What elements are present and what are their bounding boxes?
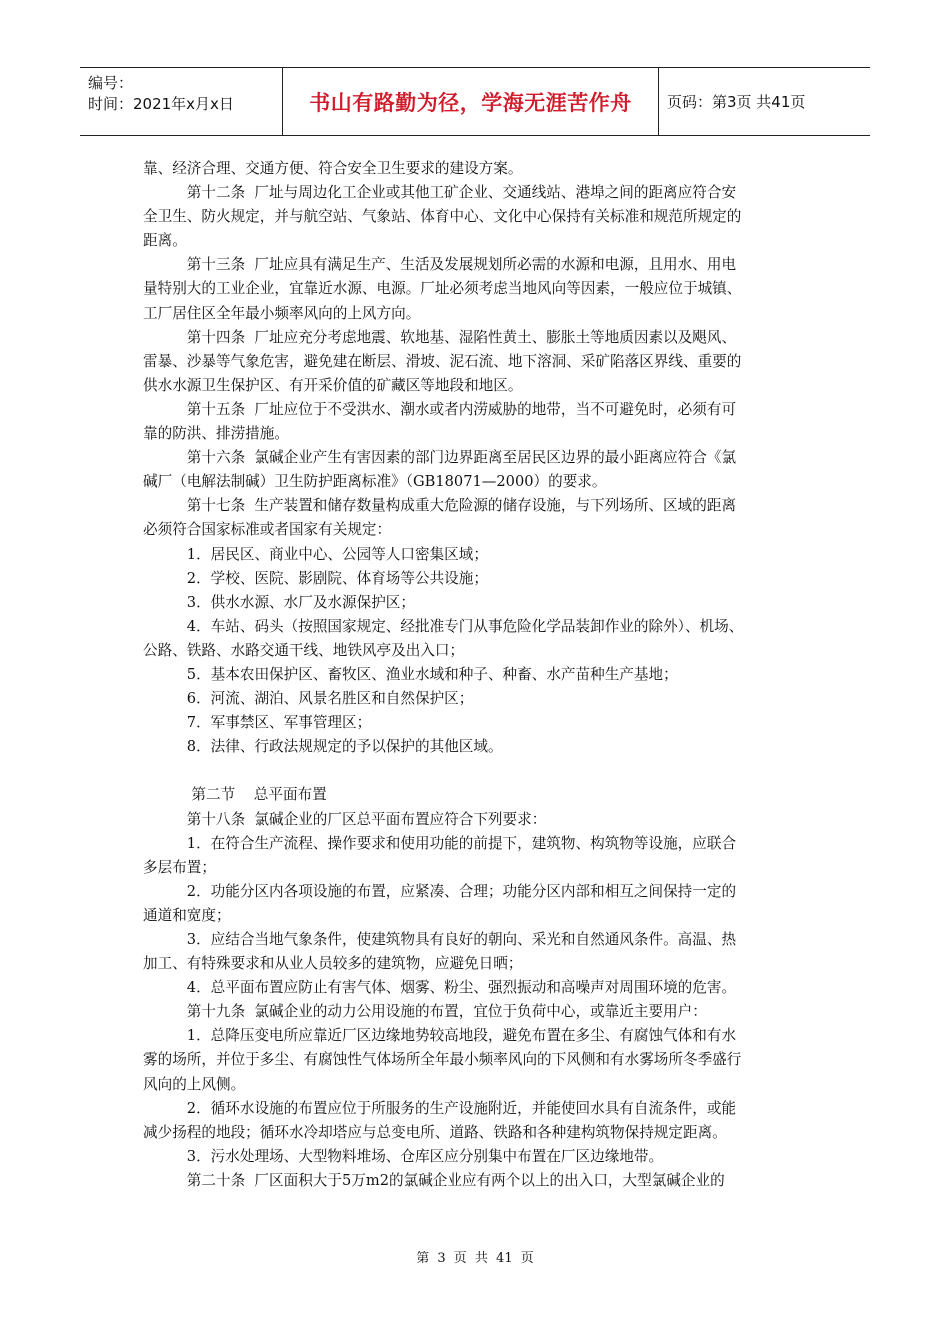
body-line: 4．车站、码头（按照国家规定、经批准专门从事危险化学品装卸作业的除外）、机场、 xyxy=(143,617,744,635)
body-line: 第十八条 氯碱企业的厂区总平面布置应符合下列要求： xyxy=(143,810,547,828)
body-line: 量特别大的工业企业，宜靠近水源、电源。厂址必须考虑当地风向等因素，一般应位于城镇、 xyxy=(143,280,742,298)
body-line: 减少扬程的地段；循环水冷却塔应与总变电所、道路、铁路和各种建构筑物保持规定距离。 xyxy=(143,1123,727,1141)
page-header xyxy=(80,67,870,136)
body-line: 3．应结合当地气象条件，使建筑物具有良好的朝向、采光和自然通风条件。高温、热 xyxy=(143,931,737,948)
body-line: 工厂居住区全年最小频率风向的上风方向。 xyxy=(143,304,421,322)
body-line: 7．军事禁区、军事管理区； xyxy=(143,714,372,732)
body-line: 第十七条 生产装置和储存数量构成重大危险源的储存设施，与下列场所、区域的距离 xyxy=(143,497,737,515)
body-line: 2．循环水设施的布置应位于所服务的生产设施附近，并能使回水具有自流条件，或能 xyxy=(143,1099,737,1117)
body-line: 必须符合国家标准或者国家有关规定： xyxy=(143,521,392,539)
body-line: 第二十条 厂区面积大于5万m2的氯碱企业应有两个以上的出入口，大型氯碱企业的 xyxy=(143,1171,725,1189)
page-footer: 第 3 页 共 41 页 xyxy=(416,1251,534,1266)
body-line: 1．在符合生产流程、操作要求和使用功能的前提下，建筑物、构筑物等设施，应联合 xyxy=(143,834,737,852)
body-line: 3．供水水源、水厂及水源保护区； xyxy=(143,593,415,611)
body-line: 3．污水处理场、大型物料堆场、仓库区应分别集中布置在厂区边缘地带。 xyxy=(143,1147,664,1165)
body-line: 全卫生、防火规定，并与航空站、气象站、体育中心、文化中心保持有关标准和规范所规定的 xyxy=(143,208,742,226)
body-line: 第十六条 氯碱企业产生有害因素的部门边界距离至居民区边界的最小距离应符合《氯 xyxy=(143,449,737,467)
body-line: 2．学校、医院、影剧院、体育场等公共设施； xyxy=(143,569,488,587)
header-page-info: 页码：第3页 共41页 xyxy=(667,93,806,111)
header-motto: 书山有路勤为径，学海无涯苦作舟 xyxy=(282,68,659,135)
body-line: 距离。 xyxy=(143,232,187,250)
body-line: 第二节 总平面布置 xyxy=(143,786,327,804)
body-line: 供水水源卫生保护区、有开采价值的矿藏区等地段和地区。 xyxy=(143,376,523,394)
body-line: 8．法律、行政法规规定的予以保护的其他区域。 xyxy=(143,738,503,756)
body-line: 第十二条 厂址与周边化工企业或其他工矿企业、交通线站、港埠之间的距离应符合安 xyxy=(143,184,737,202)
body-line: 风向的上风侧。 xyxy=(143,1075,246,1093)
number-label: 编号： xyxy=(88,74,134,92)
body-line: 雾的场所，并位于多尘、有腐蚀性气体场所全年最小频率风向的下风侧和有水雾场所冬季盛行 xyxy=(143,1051,742,1069)
body-line: 碱厂（电解法制碱）卫生防护距离标准》（GB18071—2000）的要求。 xyxy=(143,473,607,491)
body-line: 4．总平面布置应防止有害气体、烟雾、粉尘、强烈振动和高噪声对周围环境的危害。 xyxy=(143,979,737,997)
body-line: 加工、有特殊要求和从业人员较多的建筑物，应避免日晒； xyxy=(143,955,523,973)
body-line: 靠的防洪、排涝措施。 xyxy=(143,425,289,443)
header-meta xyxy=(80,68,282,135)
body-line: 靠、经济合理、交通方便、符合安全卫生要求的建设方案。 xyxy=(143,160,523,177)
date-label: 时间：2021年x月x日 xyxy=(88,95,234,113)
body-line: 6．河流、湖泊、风景名胜区和自然保护区； xyxy=(143,690,474,708)
body-line: 雷暴、沙暴等气象危害，避免建在断层、滑坡、泥石流、地下溶洞、采矿陷落区界线、重要的 xyxy=(143,352,742,370)
body-line: 公路、铁路、水路交通干线、地铁风亭及出入口； xyxy=(143,641,465,659)
blank-line xyxy=(143,759,813,783)
document-body xyxy=(143,157,813,1193)
body-line: 通道和宽度； xyxy=(143,906,231,924)
body-line: 1．居民区、商业中心、公园等人口密集区域； xyxy=(143,545,488,563)
body-line: 第十九条 氯碱企业的动力公用设施的布置，宜位于负荷中心，或靠近主要用户： xyxy=(143,1003,707,1021)
body-line: 1．总降压变电所应靠近厂区边缘地势较高地段，避免布置在多尘、有腐蚀气体和有水 xyxy=(143,1027,737,1045)
body-line: 5．基本农田保护区、畜牧区、渔业水域和种子、种畜、水产苗种生产基地； xyxy=(143,665,678,683)
body-line: 多层布置； xyxy=(143,858,216,876)
body-line: 2．功能分区内各项设施的布置，应紧凑、合理；功能分区内部和相互之间保持一定的 xyxy=(143,882,737,900)
body-line: 第十五条 厂址应位于不受洪水、潮水或者内涝威胁的地带，当不可避免时，必须有可 xyxy=(143,400,737,418)
body-line: 第十四条 厂址应充分考虑地震、软地基、湿陷性黄土、膨胀土等地质因素以及飓风、 xyxy=(143,328,737,346)
body-line: 第十三条 厂址应具有满足生产、生活及发展规划所必需的水源和电源，且用水、用电 xyxy=(143,256,737,274)
